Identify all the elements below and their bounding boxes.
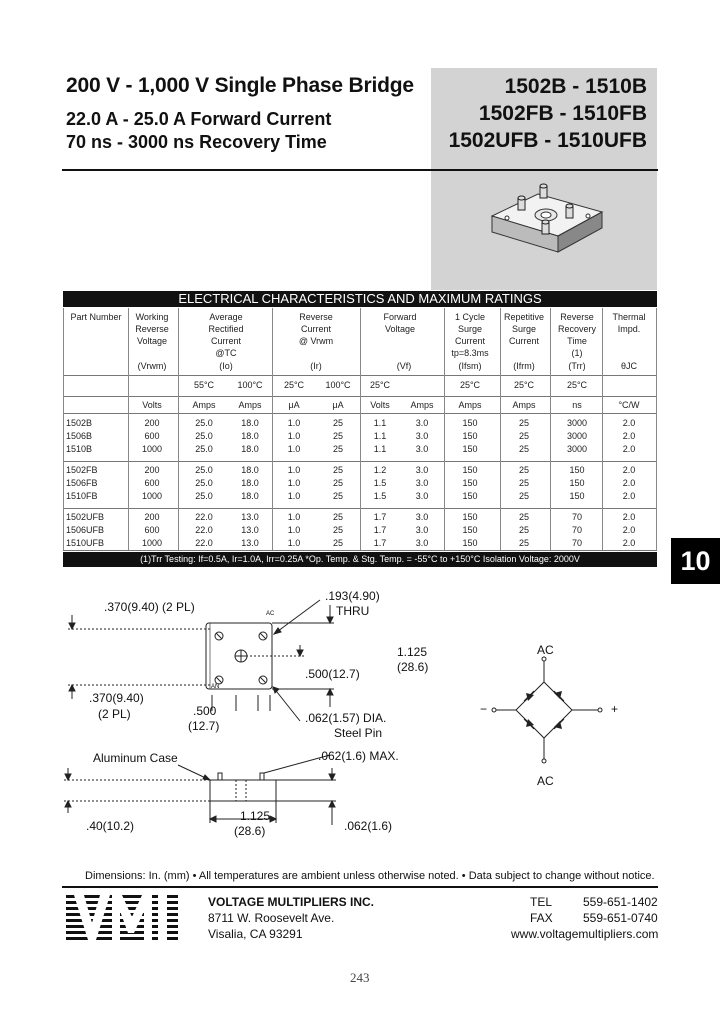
table-cell: 2.0 [622, 478, 636, 488]
test-temperature: 25°C [513, 380, 535, 390]
pin-pitch-top-label: .370(9.40) (2 PL) [104, 600, 195, 614]
unit-label: Amps [410, 400, 434, 410]
table-title: ELECTRICAL CHARACTERISTICS AND MAXIMUM RATINGS [63, 291, 657, 307]
test-temperature: 25°C [459, 380, 481, 390]
part-number: 1510B [66, 444, 93, 454]
table-cell: 3000 [566, 444, 588, 454]
dim-500-mm-label: (12.7) [188, 719, 220, 733]
table-cell: 150 [462, 418, 478, 428]
vmi-logo [66, 895, 178, 940]
table-cell: 25 [332, 525, 343, 535]
table-cell: 25 [332, 538, 343, 548]
table-cell: 25 [332, 418, 343, 428]
table-cell: 1.0 [287, 418, 301, 428]
table-cell: 1.2 [373, 465, 387, 475]
table-cell: 18.0 [241, 478, 259, 488]
part-range-ufb: 1502UFB - 1510UFB [448, 129, 647, 152]
table-cell: 25.0 [195, 478, 213, 488]
column-symbol: (Ifsm) [458, 361, 482, 371]
table-column-rule [550, 308, 551, 550]
test-temperature: 25°C [369, 380, 391, 390]
table-cell: 2.0 [622, 512, 636, 522]
fax-number: 559-651-0740 [583, 911, 658, 925]
table-column-rule [178, 308, 179, 550]
tel-number: 559-651-1402 [583, 895, 658, 909]
table-cell: 1.7 [373, 525, 387, 535]
unit-label: μA [288, 400, 300, 410]
table-cell: 3000 [566, 431, 588, 441]
table-cell: 3.0 [415, 478, 429, 488]
table-cell: 600 [144, 525, 160, 535]
table-cell: 25 [518, 444, 529, 454]
table-cell: 1.0 [287, 478, 301, 488]
table-cell: 25.0 [195, 491, 213, 501]
column-symbol: (Ifrm) [513, 361, 535, 371]
column-symbol: θJC [620, 361, 637, 371]
table-cell: 200 [144, 512, 160, 522]
table-cell: 25.0 [195, 431, 213, 441]
pin-diameter-label: .062(1.57) DIA. [305, 711, 387, 725]
table-cell: 25 [332, 444, 343, 454]
steel-pin-label: Steel Pin [334, 726, 383, 740]
table-cell: 1.0 [287, 431, 301, 441]
table-cell: 1.7 [373, 512, 387, 522]
part-number: 1510UFB [66, 538, 105, 548]
table-cell: 25 [518, 465, 529, 475]
table-cell: 3.0 [415, 465, 429, 475]
part-number: 1502FB [66, 465, 98, 475]
table-cell: 200 [144, 465, 160, 475]
pin-pitch-bottom-label: .370(9.40) [89, 691, 144, 705]
table-cell: 150 [569, 465, 585, 475]
column-header: Working Reverse Voltage [135, 312, 169, 346]
part-number: 1506UFB [66, 525, 105, 535]
table-cell: 22.0 [195, 512, 213, 522]
width-dimension-mm-label: (28.6) [397, 660, 429, 674]
table-cell: 2.0 [622, 525, 636, 535]
unit-label: Volts [142, 400, 162, 410]
table-cell: 1.1 [373, 431, 387, 441]
table-cell: 70 [571, 525, 582, 535]
table-cell: 18.0 [241, 444, 259, 454]
table-cell: 13.0 [241, 512, 259, 522]
table-cell: 3.0 [415, 512, 429, 522]
header-rule [62, 169, 658, 171]
table-cell: 150 [462, 538, 478, 548]
table-cell: 150 [462, 431, 478, 441]
aluminum-case-label: Aluminum Case [93, 751, 178, 765]
unit-label: Amps [512, 400, 536, 410]
part-number: 1502UFB [66, 512, 105, 522]
address-line2: Visalia, CA 93291 [208, 927, 303, 941]
table-cell: 2.0 [622, 465, 636, 475]
column-symbol: (Vf) [396, 361, 412, 371]
column-header: 1 Cycle Surge Current tp=8.3ms [451, 312, 489, 358]
table-cell: 150 [462, 525, 478, 535]
table-cell: 1.1 [373, 444, 387, 454]
table-cell: 1.1 [373, 418, 387, 428]
table-cell: 25 [518, 512, 529, 522]
hole-dimension-label: .193(4.90) [325, 589, 380, 603]
pin-max-label: .062(1.6) MAX. [318, 749, 399, 763]
unit-label: °C/W [618, 400, 640, 410]
table-cell: 1.7 [373, 538, 387, 548]
table-cell: 200 [144, 418, 160, 428]
table-cell: 3000 [566, 418, 588, 428]
table-cell: 3.0 [415, 525, 429, 535]
forward-current-subtitle: 22.0 A - 25.0 A Forward Current [66, 109, 332, 129]
table-cell: 25.0 [195, 444, 213, 454]
table-cell: 1.0 [287, 538, 301, 548]
part-number: 1506B [66, 431, 93, 441]
height-dimension-label: .40(10.2) [86, 819, 135, 833]
center-dimension-label: .500(12.7) [305, 667, 360, 681]
pin-ac-label: AC [266, 611, 275, 617]
dim-500-label: .500 [193, 704, 217, 718]
table-cell: 25 [332, 491, 343, 501]
table-cell: 600 [144, 431, 160, 441]
column-header: Repetitive Surge Current [503, 312, 545, 346]
footer-rule [62, 886, 658, 888]
table-cell: 22.0 [195, 538, 213, 548]
bridge-package-image [480, 176, 610, 266]
test-temperature: 100°C [325, 380, 351, 390]
schematic-ac-bottom-label: AC [537, 774, 554, 788]
test-temperature: 55°C [193, 380, 215, 390]
recovery-time-subtitle: 70 ns - 3000 ns Recovery Time [66, 132, 327, 152]
column-header: Average Rectified Current @TC [208, 312, 244, 358]
table-cell: 18.0 [241, 465, 259, 475]
column-symbol: (Trr) [568, 361, 586, 371]
table-cell: 70 [571, 538, 582, 548]
company-name: VOLTAGE MULTIPLIERS INC. [208, 895, 374, 909]
page-number: 243 [350, 970, 370, 985]
table-cell: 3.0 [415, 431, 429, 441]
table-cell: 25.0 [195, 418, 213, 428]
table-border-left [63, 308, 64, 550]
table-cell: 150 [569, 491, 585, 501]
column-symbol: (Vrwm) [137, 361, 167, 371]
test-temperature: 100°C [237, 380, 263, 390]
table-cell: 25 [518, 491, 529, 501]
fax-label: FAX [530, 911, 553, 925]
column-header: Reverse Current @ Vrwm [298, 312, 334, 346]
column-header: Forward Voltage [383, 312, 417, 334]
table-cell: 150 [569, 478, 585, 488]
part-number: 1510FB [66, 491, 98, 501]
table-cell: 1.0 [287, 512, 301, 522]
table-cell: 25 [332, 512, 343, 522]
table-cell: 25 [332, 478, 343, 488]
table-cell: 150 [462, 465, 478, 475]
thru-label: THRU [336, 604, 370, 618]
table-cell: 2.0 [622, 538, 636, 548]
table-cell: 150 [462, 491, 478, 501]
column-symbol: (Ir) [310, 361, 322, 371]
table-cell: 2.0 [622, 431, 636, 441]
table-cell: 1000 [141, 444, 163, 454]
table-cell: 1.0 [287, 525, 301, 535]
table-border-right [656, 308, 657, 550]
table-cell: 3.0 [415, 444, 429, 454]
test-temperature: 25°C [283, 380, 305, 390]
pin-pitch-bottom-pl-label: (2 PL) [98, 707, 131, 721]
column-header: Reverse Recovery Time (1) [557, 312, 596, 358]
table-cell: 150 [462, 444, 478, 454]
table-cell: 3.0 [415, 538, 429, 548]
schematic-ac-top-label: AC [537, 643, 554, 657]
table-cell: 25.0 [195, 465, 213, 475]
table-cell: 1.0 [287, 491, 301, 501]
thickness-label: .062(1.6) [344, 819, 393, 833]
address-line1: 8711 W. Roosevelt Ave. [208, 911, 335, 925]
part-number: 1502B [66, 418, 93, 428]
schematic-minus-label: − [480, 702, 488, 716]
page-title: 200 V - 1,000 V Single Phase Bridge [66, 74, 414, 97]
table-cell: 1.5 [373, 478, 387, 488]
table-cell: 25 [518, 525, 529, 535]
table-cell: 25 [518, 478, 529, 488]
table-cell: 13.0 [241, 538, 259, 548]
table-cell: 25 [518, 418, 529, 428]
website-link[interactable]: www.voltagemultipliers.com [511, 927, 659, 941]
table-cell: 1.5 [373, 491, 387, 501]
part-range-b: 1502B - 1510B [504, 75, 647, 98]
table-cell: 70 [571, 512, 582, 522]
table-cell: 1.0 [287, 465, 301, 475]
table-cell: 3.0 [415, 418, 429, 428]
test-temperature: 25°C [566, 380, 588, 390]
table-cell: 1000 [141, 538, 163, 548]
table-cell: 18.0 [241, 491, 259, 501]
column-header: Thermal Impd. [612, 312, 646, 334]
table-cell: 150 [462, 478, 478, 488]
table-cell: 1000 [141, 491, 163, 501]
part-number: 1506FB [66, 478, 98, 488]
unit-label: Amps [458, 400, 482, 410]
side-width-label: 1.125 [240, 809, 271, 823]
table-cell: 13.0 [241, 525, 259, 535]
column-header: Part Number [70, 312, 122, 322]
table-cell: 22.0 [195, 525, 213, 535]
table-cell: 25 [332, 431, 343, 441]
table-cell: 1.0 [287, 444, 301, 454]
table-cell: 18.0 [241, 431, 259, 441]
table-cell: 2.0 [622, 418, 636, 428]
table-cell: 150 [462, 512, 478, 522]
table-rule [63, 550, 657, 551]
pin-an-label: AN [211, 684, 220, 690]
part-range-fb: 1502FB - 1510FB [478, 102, 647, 125]
side-width-mm-label: (28.6) [234, 824, 266, 838]
unit-label: Volts [370, 400, 390, 410]
schematic-plus-label: + [611, 702, 619, 716]
table-cell: 25 [518, 538, 529, 548]
unit-label: Amps [238, 400, 262, 410]
table-column-rule [602, 308, 603, 550]
width-dimension-label: 1.125 [397, 645, 428, 659]
unit-label: ns [572, 400, 582, 410]
table-cell: 3.0 [415, 491, 429, 501]
unit-label: Amps [192, 400, 216, 410]
table-cell: 25 [332, 465, 343, 475]
tel-label: TEL [530, 895, 553, 909]
unit-label: μA [332, 400, 344, 410]
table-cell: 2.0 [622, 491, 636, 501]
disclaimer-text: Dimensions: In. (mm) • All temperatures are ambient unless otherwise noted. • Data subject to change without notice. [85, 870, 655, 882]
trr-test-note: (1)Trr Testing: If=0.5A, Ir=1.0A, Irr=0.25A *Op. Temp. & Stg. Temp. = -55°C to +150°C Isolation Voltage: 2000V [63, 552, 657, 567]
table-cell: 18.0 [241, 418, 259, 428]
section-tab: 10 [671, 538, 720, 584]
table-cell: 600 [144, 478, 160, 488]
column-symbol: (Io) [219, 361, 233, 371]
table-cell: 2.0 [622, 444, 636, 454]
table-cell: 25 [518, 431, 529, 441]
